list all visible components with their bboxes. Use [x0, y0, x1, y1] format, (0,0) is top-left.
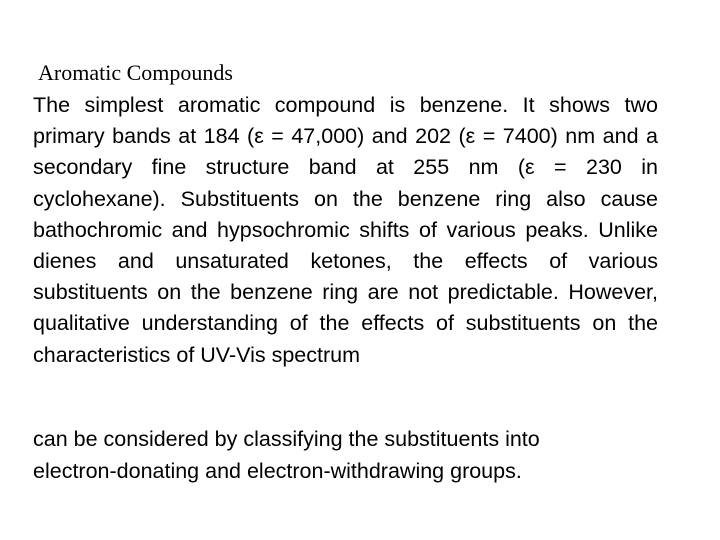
closing-line-2: electron-donating and electron-withdrawing groups.: [33, 459, 522, 483]
closing-line-1: can be considered by classifying the substituents into: [33, 427, 540, 451]
slide-title: Aromatic Compounds: [38, 60, 233, 85]
body-paragraph: The simplest aromatic compound is benzene. It shows two primary bands at 184 (ε = 47,000) and 202 (ε = 7400) nm and a secondary fine structure band at 255 nm (ε = 230 in cyclohexane). Substituents on the benzene ring also cause bathochromic and hypsochromic shifts of various peaks. Unlike dienes and unsaturated ketones, the effects of various substituents on the benzene ring are not predictable. However, qualitative understanding of the effects of substituents on the characteristics of UV-Vis spectrum: [33, 93, 658, 367]
